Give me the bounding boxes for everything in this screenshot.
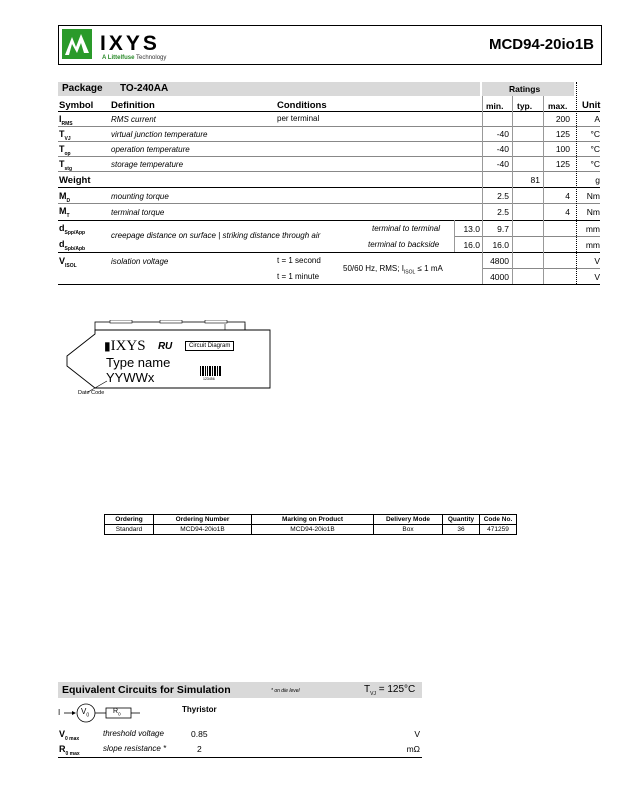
col-min: min. [486,101,504,111]
equivalent-title: Equivalent Circuits for Simulation [62,684,231,696]
module-brand: ▮IXYS [104,338,146,354]
svg-text:U: U [165,341,173,351]
cond-visol-freq: 50/60 Hz, RMS; $I_{ISOL} \le 1$ mA [343,264,443,276]
extra-dspp: 13.0 [463,224,480,234]
group-rule [58,252,600,253]
code-no-col: Code No. [480,515,517,525]
cond-dspb: terminal to backside [368,240,440,249]
min-top: -40 [496,144,509,154]
unit-irms: A [594,114,600,124]
ordering-number-col: Ordering Number [154,515,252,525]
min-dspp: 9.7 [497,224,509,234]
code-no-cell: 471259 [480,525,517,535]
equivalent-circuit-symbol [58,702,148,724]
col-divider [543,96,544,284]
max-top: 100 [555,144,570,154]
col-unit: Unit [582,100,601,111]
table-bottom-rule [58,284,600,285]
ratings-label: Ratings [509,84,541,94]
sym-md: $M_D$ [59,191,71,204]
group-rule [58,187,600,188]
val-threshold-voltage: 0.85 [191,729,208,739]
min-dspb: 16.0 [492,240,509,250]
ul-mark-icon [158,339,176,351]
junction-temp: $T_{VJ} = 125^\circ C$ [364,684,416,697]
header-rule [58,111,600,112]
typ-weight: 81 [530,175,540,185]
max-irms: 200 [555,114,570,124]
col-definition: Definition [111,100,155,111]
row-rule [58,171,600,172]
sym-mt: $M_T$ [59,206,70,219]
row-rule [58,141,600,142]
unit-top: °C [590,144,600,154]
package-label: Package [62,83,103,94]
date-code-label: Date Code [78,390,105,396]
brand-name: IXYS [100,32,160,55]
def-tvj: virtual junction temperature [111,130,208,139]
sym-dspb: $d_{Spb/Apb}$ [59,239,86,252]
ordering-number-cell: MCD94-20io1B [154,525,252,535]
unit-md: Nm [586,191,600,201]
group-rule [58,220,600,221]
ordering-cell: Standard [105,525,154,535]
sym-r0max: $R_{0 max}$ [59,744,80,757]
def-top: operation temperature [111,145,190,154]
def-visol: isolation voltage [111,257,169,266]
circuit-diagram-box: Circuit Diagram [185,341,234,351]
marking-col: Marking on Product [252,515,374,525]
cond-dspp: terminal to terminal [372,224,441,233]
def-tstg: storage temperature [111,160,184,169]
part-number-title: MCD94-20io1B [488,36,594,53]
sym-v0max: $V_{0 max}$ [59,729,80,742]
unit-mt: Nm [586,207,600,217]
ordering-header-row [105,515,517,525]
ordering-col: Ordering [105,515,154,525]
row-rule [58,126,600,127]
col-typ: typ. [517,101,533,111]
unit-threshold-voltage: V [414,729,420,739]
def-threshold-voltage: threshold voltage [103,729,164,738]
svg-text:R: R [158,341,166,351]
max-tvj: 125 [555,129,570,139]
row-rule [482,268,600,269]
table-row [105,525,517,535]
unit-dspb: mm [585,240,600,250]
module-date-code: YYWWx [106,370,155,385]
unit-tvj: °C [590,129,600,139]
current-label: I [58,708,61,717]
def-irms: RMS current [111,115,156,124]
marking-cell: MCD94-20io1B [252,525,374,535]
col-conditions: Conditions [277,100,327,111]
quantity-col: Quantity [443,515,480,525]
def-creepage: creepage distance on surface | striking distance through air [111,231,321,240]
ordering-table [104,514,517,535]
sym-tstg: $T_{stg}$ [59,159,72,172]
unit-dspp: mm [585,224,600,234]
delivery-mode-cell: Box [374,525,443,535]
ixys-logo-icon [62,29,92,59]
min-visol-1: 4800 [490,256,509,266]
unit-visol-2: V [594,272,600,282]
col-max: max. [548,101,568,111]
cond-visol-1: t = 1 second [277,256,321,265]
weight-label: Weight [59,175,91,186]
min-tstg: -40 [496,159,509,169]
row-rule [454,236,600,237]
max-tstg: 125 [555,159,570,169]
unit-weight: g [595,175,600,185]
unit-visol-1: V [594,256,600,266]
equivalent-bottom-rule [58,757,422,758]
v0-symbol-label: $V_0$ [81,707,90,719]
sym-visol: $V_{ISOL}$ [59,256,77,269]
sym-irms: $I_{RMS}$ [59,114,73,127]
delivery-mode-col: Delivery Mode [374,515,443,525]
brand-tagline: A Littelfuse Technology [102,55,167,61]
def-md: mounting torque [111,192,169,201]
device-thyristor: Thyristor [182,705,217,714]
max-mt: 4 [565,207,570,217]
sym-top: $T_{op}$ [59,144,71,157]
cond-irms: per terminal [277,114,320,123]
sym-tvj: $T_{VJ}$ [59,129,71,142]
die-level-note: * on die level [271,688,300,694]
def-mt: terminal torque [111,208,165,217]
min-visol-2: 4000 [490,272,509,282]
cond-visol-2: t = 1 minute [277,272,320,281]
col-symbol: Symbol [59,100,94,111]
module-type-name: Type name [106,355,171,370]
max-md: 4 [565,191,570,201]
r0-symbol-label: $R_0$ [113,708,121,717]
def-slope-resistance: slope resistance * [103,744,167,753]
unit-tstg: °C [590,159,600,169]
barcode-text: 123456 [203,377,215,381]
unit-slope-resistance: mΩ [406,744,420,754]
min-tvj: -40 [496,129,509,139]
row-rule [58,156,600,157]
min-mt: 2.5 [497,207,509,217]
row-rule [58,203,600,204]
sym-dspp: $d_{Spp/App}$ [59,223,86,236]
quantity-cell: 36 [443,525,480,535]
package-name: TO-240AA [120,83,169,94]
extra-dspb: 16.0 [463,240,480,250]
min-md: 2.5 [497,191,509,201]
val-slope-resistance: 2 [197,744,202,754]
col-divider [512,96,513,284]
